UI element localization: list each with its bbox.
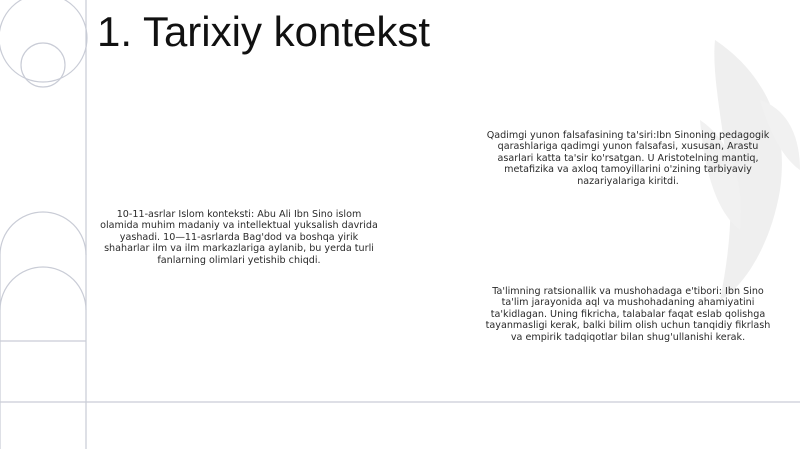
slide-title: 1. Tarixiy kontekst (97, 8, 431, 55)
paragraph-islamic-context: 10-11-asrlar Islom konteksti: Abu Ali Ibn Sino islom olamida muhim madaniy va intellektual yuksalish davrida yashadi. 10—11-asrlarda Bag'dod va boshqa yirik shaharlar ilm va ilm markazlariga aylanib, bu yerda turli fanlarning olimlari yetishib chiqdi. (100, 209, 378, 266)
paragraph-rationality: Ta'limning ratsionallik va mushohadaga e'tibori: Ibn Sino ta'lim jarayonida aql va mushohadaning ahamiyatini ta'kidlagan. Uning fikricha, talabalar faqat eslab qolishga tayanmasligi kerak, balki bilim olish uchun tanqidiy fikrlash va empirik tadqiqotlar bilan shug'ullanishi kerak. (485, 286, 771, 343)
paragraph-greek-influence: Qadimgi yunon falsafasining ta'siri:Ibn Sinoning pedagogik qarashlariga qadimgi yunon falsafasi, xususan, Arastu asarlari katta ta'sir ko'rsatgan. U Aristotelning mantiq, metafizika va axloq tamoyillarini o'zining tarbiyaviy nazariyalariga kiritdi. (486, 130, 770, 187)
